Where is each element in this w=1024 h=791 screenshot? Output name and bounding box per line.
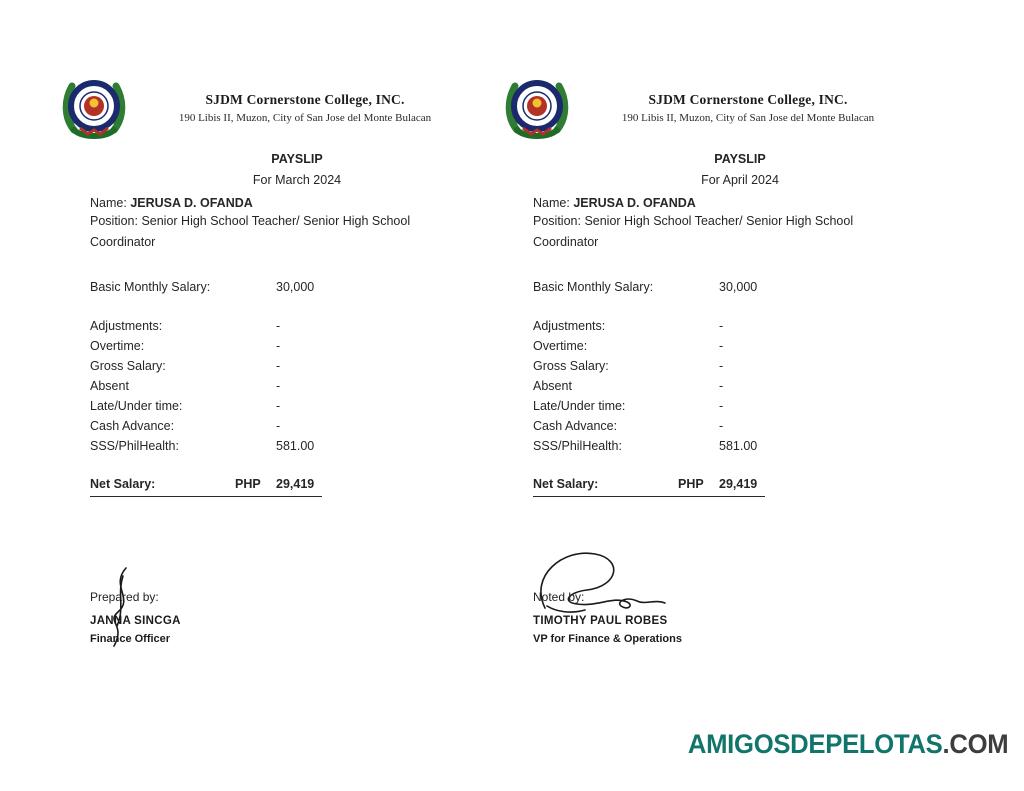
- row-label: Gross Salary:: [90, 359, 166, 373]
- row-value: -: [719, 399, 724, 413]
- payslip-march: [58, 72, 480, 645]
- row-label: Basic Monthly Salary:: [90, 280, 211, 294]
- watermark: [688, 729, 1008, 760]
- row-label: Overtime:: [90, 339, 145, 353]
- row-value: 581.00: [276, 439, 315, 453]
- signatory-title: VP for Finance & Operations: [533, 633, 682, 645]
- employee-name: JERUSA D. OFANDA: [130, 196, 253, 210]
- name-label: Name:: [90, 196, 127, 210]
- row-label: Overtime:: [533, 339, 588, 353]
- net-salary-label: Net Salary:: [90, 477, 156, 491]
- salary-row: [533, 416, 923, 436]
- net-salary-line: [90, 477, 322, 497]
- payslip-april: [501, 72, 923, 645]
- doc-title: PAYSLIP: [714, 152, 766, 166]
- row-value: -: [276, 419, 281, 433]
- row-label: Gross Salary:: [533, 359, 609, 373]
- signature-role-label: Noted by:: [533, 590, 585, 604]
- name-label: Name:: [533, 196, 570, 210]
- doc-title: PAYSLIP: [271, 152, 323, 166]
- employee-position-line: [58, 211, 462, 253]
- row-value: -: [719, 359, 724, 373]
- school-seal-icon: [58, 72, 130, 144]
- salary-row: [533, 376, 923, 396]
- salary-row: [533, 436, 923, 456]
- signature-block: [533, 590, 753, 645]
- net-salary-label: Net Salary:: [533, 477, 599, 491]
- row-value: -: [719, 339, 724, 353]
- salary-row: [90, 396, 480, 416]
- salary-row: [533, 396, 923, 416]
- watermark-tld: .COM: [942, 729, 1008, 759]
- salary-row: [533, 356, 923, 376]
- employee-name-line: [501, 196, 923, 210]
- salary-row: [533, 336, 923, 356]
- row-label: Late/Under time:: [90, 399, 183, 413]
- employee-position-line: [501, 211, 905, 253]
- row-value: 30,000: [276, 280, 315, 294]
- salary-row: [90, 416, 480, 436]
- row-value: -: [276, 399, 281, 413]
- row-label: Adjustments:: [90, 319, 163, 333]
- employee-position: Senior High School Teacher/ Senior High School Coordinator: [90, 214, 411, 249]
- row-label: Late/Under time:: [533, 399, 626, 413]
- salary-rows: [58, 277, 480, 456]
- row-value: -: [719, 419, 724, 433]
- header-text: [573, 92, 923, 124]
- row-label: Absent: [533, 379, 572, 393]
- signatory-title: Finance Officer: [90, 633, 171, 645]
- org-name: SJDM Cornerstone College, INC.: [205, 92, 405, 107]
- row-label: Cash Advance:: [90, 419, 175, 433]
- row-label: Basic Monthly Salary:: [533, 280, 654, 294]
- net-salary-value: 29,419: [276, 477, 315, 491]
- payslip-header: [58, 72, 480, 144]
- row-label: Cash Advance:: [533, 419, 618, 433]
- signatory-name: TIMOTHY PAUL ROBES: [533, 615, 668, 627]
- currency: PHP: [235, 477, 261, 491]
- row-label: SSS/PhilHealth:: [90, 439, 179, 453]
- row-label: SSS/PhilHealth:: [533, 439, 622, 453]
- position-label: Position:: [90, 214, 138, 228]
- row-label: Absent: [90, 379, 129, 393]
- employee-name-line: [58, 196, 480, 210]
- salary-row: [90, 316, 480, 336]
- row-value: -: [276, 379, 281, 393]
- row-value: -: [719, 379, 724, 393]
- salary-row: [533, 316, 923, 336]
- salary-row: [90, 436, 480, 456]
- row-label: Adjustments:: [533, 319, 606, 333]
- org-address: 190 Libis II, Muzon, City of San Jose del Monte Bulacan: [621, 112, 875, 124]
- org-address: 190 Libis II, Muzon, City of San Jose del Monte Bulacan: [178, 112, 432, 124]
- pay-period: For April 2024: [701, 173, 779, 187]
- row-value: -: [276, 319, 281, 333]
- row-value: 30,000: [719, 280, 758, 294]
- row-value: 581.00: [719, 439, 758, 453]
- watermark-brand: AMIGOSDEPELOTAS: [687, 729, 943, 759]
- employee-name: JERUSA D. OFANDA: [573, 196, 696, 210]
- position-label: Position:: [533, 214, 581, 228]
- pay-period: For March 2024: [252, 173, 342, 187]
- row-value: -: [719, 319, 724, 333]
- payslip-header: [501, 72, 923, 144]
- net-salary-value: 29,419: [719, 477, 758, 491]
- employee-position: Senior High School Teacher/ Senior High School Coordinator: [533, 214, 854, 249]
- salary-row: [533, 277, 923, 297]
- signature-block: [90, 590, 310, 645]
- currency: PHP: [678, 477, 704, 491]
- salary-rows: [501, 277, 923, 456]
- row-value: -: [276, 339, 281, 353]
- salary-row: [90, 356, 480, 376]
- row-value: -: [276, 359, 281, 373]
- org-name: SJDM Cornerstone College, INC.: [648, 92, 848, 107]
- salary-row: [90, 376, 480, 396]
- net-salary-line: [533, 477, 765, 497]
- header-text: [130, 92, 480, 124]
- school-seal-icon: [501, 72, 573, 144]
- signatory-name: JANNA SINCGA: [90, 615, 181, 627]
- salary-row: [90, 277, 480, 297]
- salary-row: [90, 336, 480, 356]
- signature-role-label: Prepared by:: [90, 590, 159, 604]
